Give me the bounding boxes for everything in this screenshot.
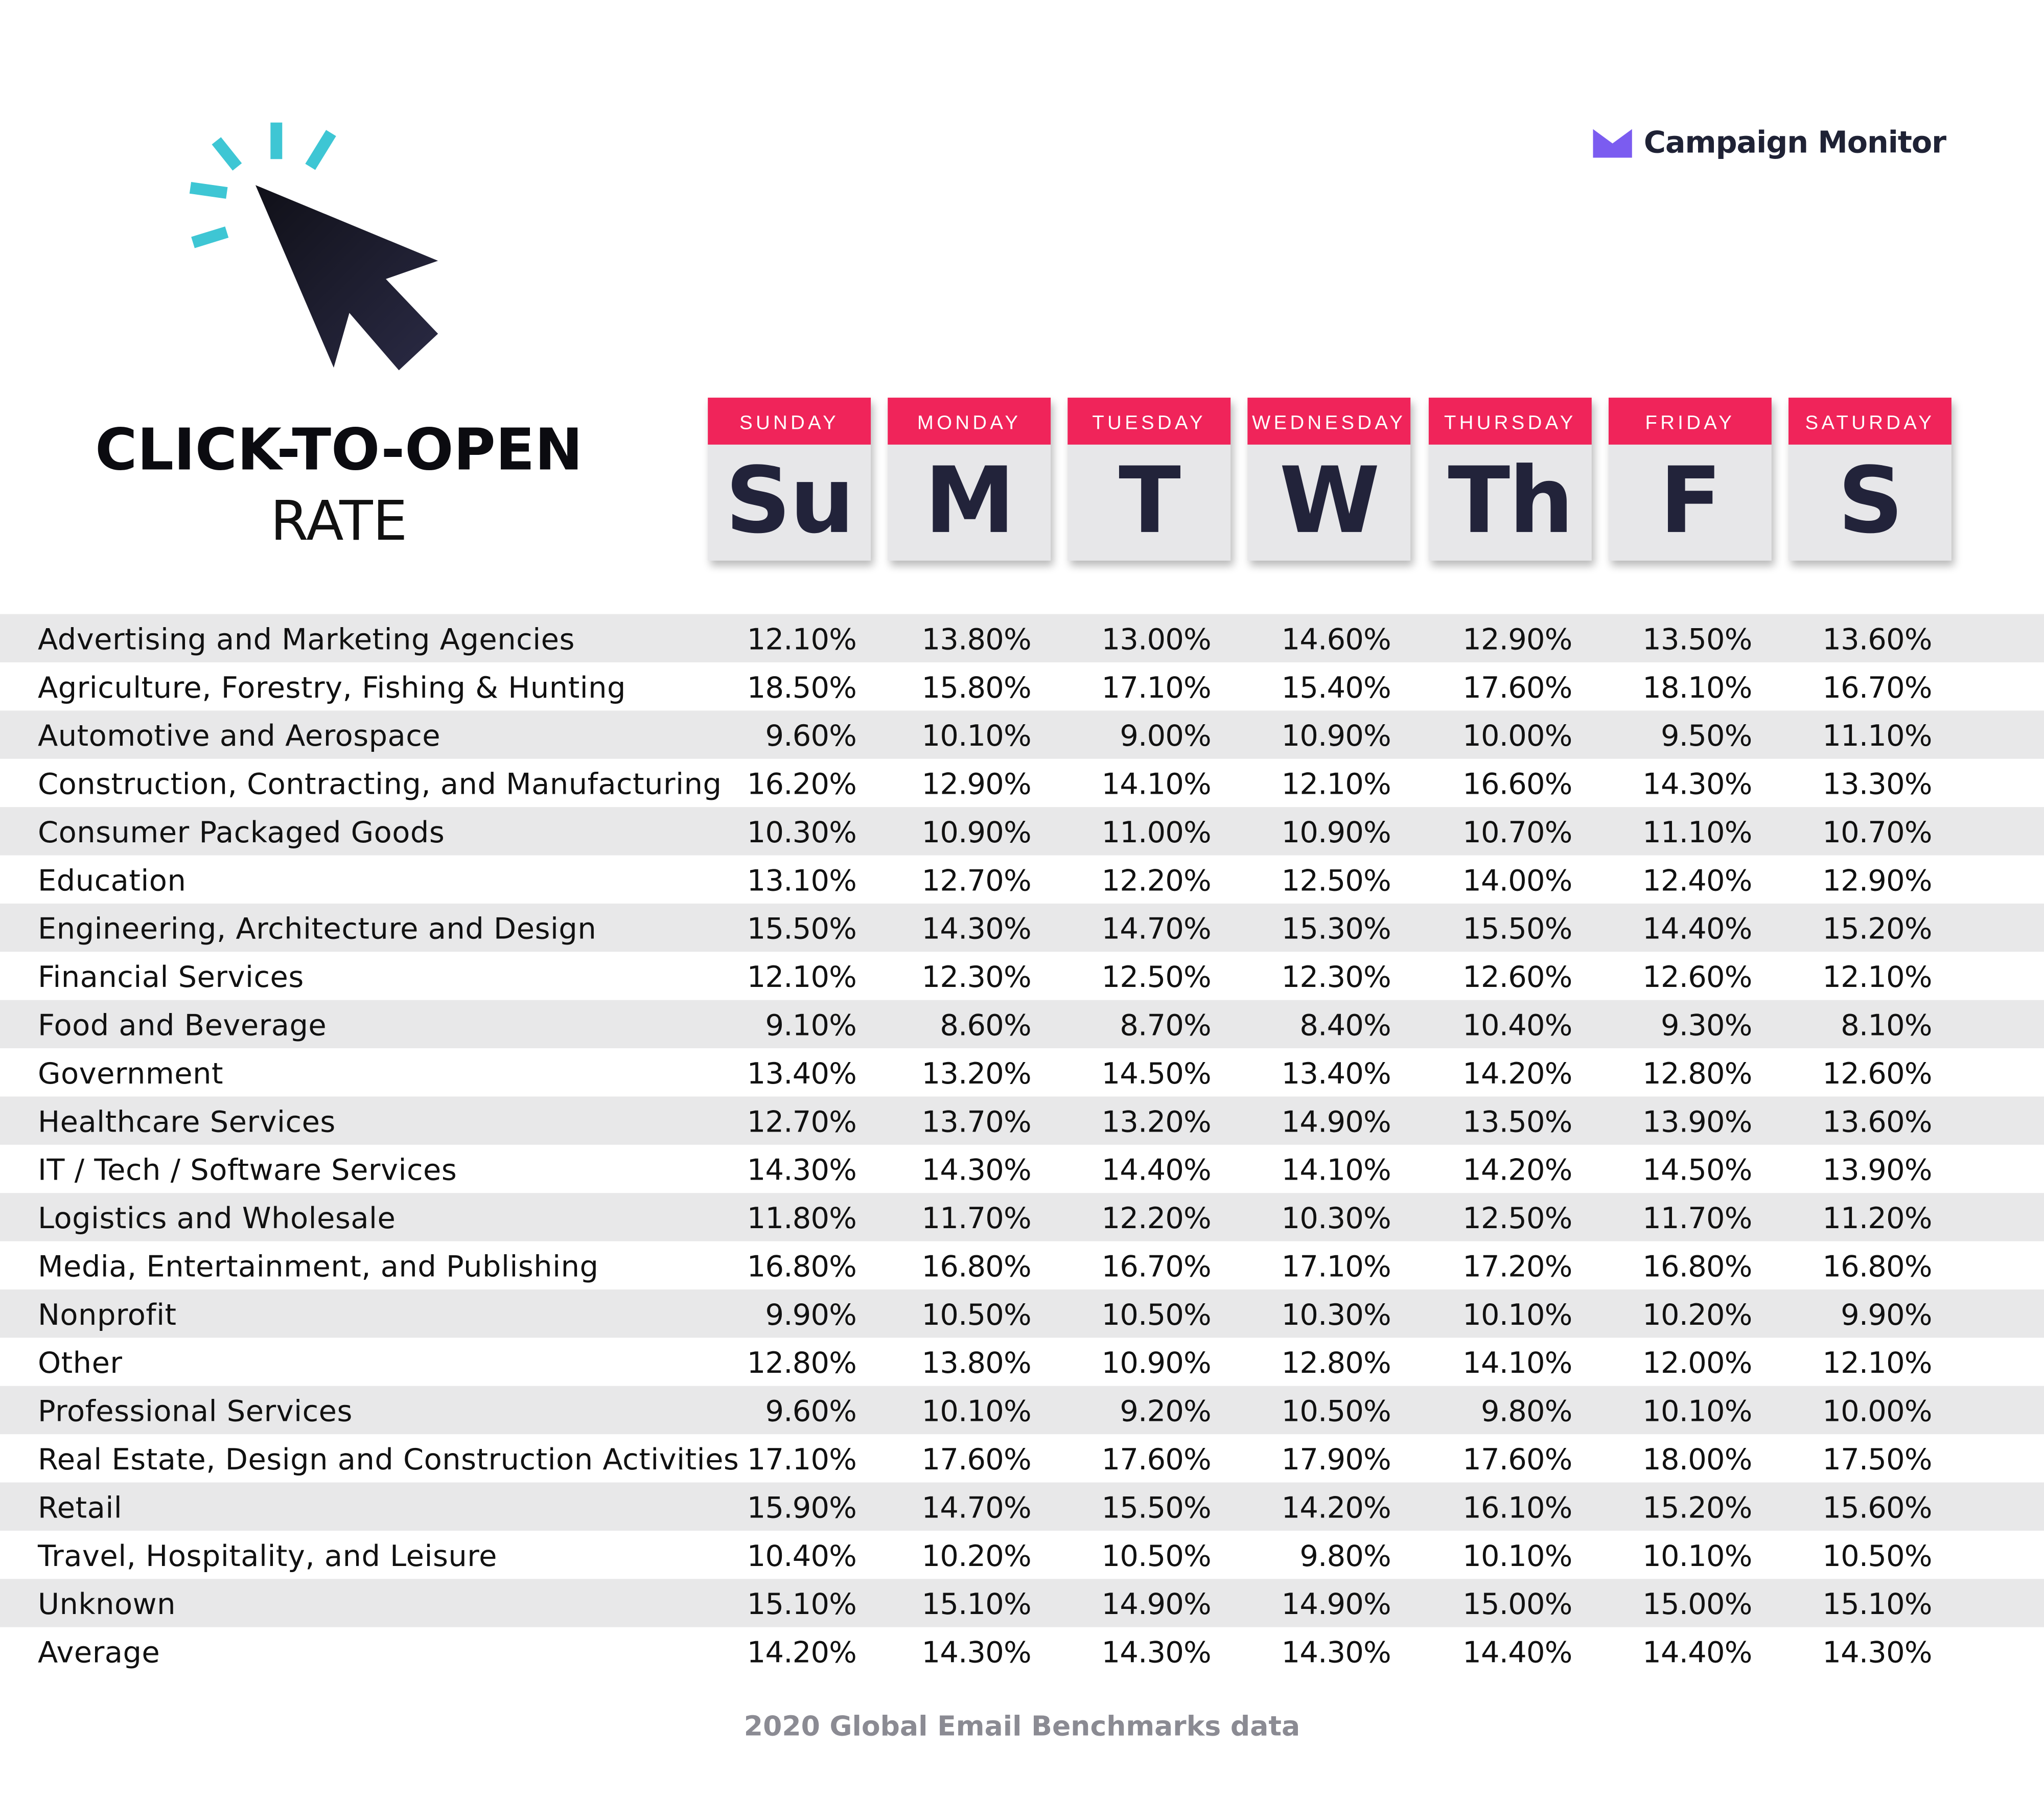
row-label: Average [37, 1636, 160, 1670]
table-cell: 9.80% [1299, 1539, 1391, 1574]
table-cell: 10.70% [1462, 816, 1572, 850]
table-cell: 16.80% [747, 1250, 857, 1284]
table-cell: 12.50% [1462, 1202, 1572, 1236]
title-main: CLICK-TO-OPEN [95, 417, 583, 484]
table-cell: 10.00% [1822, 1395, 1932, 1429]
row-label: Unknown [37, 1588, 176, 1622]
table-row [0, 1048, 2044, 1096]
table-cell: 10.50% [1281, 1395, 1391, 1429]
table-cell: 10.50% [1101, 1298, 1211, 1333]
table-row [0, 1386, 2044, 1434]
row-label: Advertising and Marketing Agencies [37, 623, 575, 657]
table-cell: 13.50% [1462, 1105, 1572, 1140]
table-cell: 13.10% [747, 864, 857, 898]
day-card-saturday [1788, 398, 1952, 561]
table-cell: 10.20% [1642, 1298, 1752, 1333]
table-cell: 14.20% [1462, 1154, 1572, 1188]
table-cell: 11.70% [1642, 1202, 1752, 1236]
table-cell: 10.10% [1462, 1539, 1572, 1574]
table-cell: 16.80% [1642, 1250, 1752, 1284]
table-row [0, 1434, 2044, 1482]
day-card-thursday [1429, 398, 1592, 561]
table-row [0, 807, 2044, 855]
table-cell: 10.50% [1822, 1539, 1932, 1574]
table-cell: 14.90% [1101, 1588, 1211, 1622]
table-cell: 12.30% [1281, 961, 1391, 995]
table-cell: 12.90% [921, 768, 1031, 802]
table-cell: 14.20% [1462, 1057, 1572, 1092]
table-cell: 10.90% [1101, 1347, 1211, 1381]
row-label: Education [37, 864, 187, 898]
table-cell: 12.60% [1642, 961, 1752, 995]
table-cell: 12.60% [1822, 1057, 1932, 1092]
day-abbr: Th [1448, 447, 1573, 555]
table-cell: 14.50% [1101, 1057, 1211, 1092]
table-cell: 16.70% [1101, 1250, 1211, 1284]
table-cell: 13.60% [1822, 1105, 1932, 1140]
ctor-table [0, 614, 2044, 1676]
table-row [0, 904, 2044, 952]
table-cell: 8.60% [940, 1009, 1031, 1043]
table-cell: 12.10% [1281, 768, 1391, 802]
table-cell: 11.10% [1642, 816, 1752, 850]
table-cell: 9.10% [765, 1009, 857, 1043]
table-cell: 12.80% [1281, 1347, 1391, 1381]
table-cell: 12.40% [1642, 864, 1752, 898]
day-abbr: S [1838, 447, 1902, 555]
table-cell: 14.90% [1281, 1105, 1391, 1140]
table-cell: 9.90% [1841, 1298, 1932, 1333]
table-cell: 14.00% [1462, 864, 1572, 898]
table-cell: 14.70% [1101, 912, 1211, 947]
table-cell: 13.40% [1281, 1057, 1391, 1092]
table-cell: 10.70% [1822, 816, 1932, 850]
row-label: Retail [37, 1491, 123, 1526]
table-cell: 15.20% [1822, 912, 1932, 947]
table-cell: 17.60% [1101, 1443, 1211, 1478]
table-cell: 17.60% [1462, 1443, 1572, 1478]
table-cell: 13.70% [921, 1105, 1031, 1140]
row-label: Financial Services [37, 961, 304, 995]
table-cell: 11.70% [921, 1202, 1031, 1236]
table-cell: 10.10% [1642, 1539, 1752, 1574]
table-cell: 14.60% [1281, 623, 1391, 657]
table-cell: 15.60% [1822, 1491, 1932, 1526]
table-row [0, 759, 2044, 807]
table-row [0, 1289, 2044, 1338]
table-cell: 11.00% [1101, 816, 1211, 850]
row-label: Consumer Packaged Goods [37, 816, 445, 850]
table-row [0, 1145, 2044, 1193]
row-label: Food and Beverage [37, 1009, 327, 1043]
day-name: TUESDAY [1067, 398, 1230, 445]
row-label: Government [37, 1057, 224, 1092]
table-cell: 15.10% [747, 1588, 857, 1622]
table-cell: 15.10% [921, 1588, 1031, 1622]
day-card-sunday [708, 398, 871, 561]
table-cell: 10.90% [1281, 816, 1391, 850]
table-cell: 17.10% [1281, 1250, 1391, 1284]
table-cell: 10.30% [1281, 1298, 1391, 1333]
title-sub: RATE [270, 489, 408, 553]
table-cell: 10.40% [747, 1539, 857, 1574]
row-label: Professional Services [37, 1395, 353, 1429]
table-cell: 15.80% [921, 671, 1031, 706]
table-cell: 10.10% [921, 1395, 1031, 1429]
day-name: SATURDAY [1788, 398, 1952, 445]
row-label: Automotive and Aerospace [37, 720, 441, 754]
table-cell: 14.30% [921, 1154, 1031, 1188]
table-cell: 13.30% [1822, 768, 1932, 802]
table-row [0, 1627, 2044, 1675]
source-note: 2020 Global Email Benchmarks data [744, 1710, 1300, 1742]
table-cell: 14.30% [1101, 1636, 1211, 1670]
table-cell: 12.50% [1101, 961, 1211, 995]
table-cell: 14.20% [1281, 1491, 1391, 1526]
table-cell: 16.10% [1462, 1491, 1572, 1526]
table-cell: 12.80% [1642, 1057, 1752, 1092]
row-label: Agriculture, Forestry, Fishing & Hunting [37, 671, 626, 706]
table-cell: 14.70% [921, 1491, 1031, 1526]
table-cell: 13.60% [1822, 623, 1932, 657]
table-cell: 12.10% [747, 623, 857, 657]
table-cell: 17.20% [1462, 1250, 1572, 1284]
table-cell: 13.80% [921, 1347, 1031, 1381]
table-cell: 12.00% [1642, 1347, 1752, 1381]
table-cell: 10.10% [921, 720, 1031, 754]
day-card-monday [888, 398, 1051, 561]
row-label: IT / Tech / Software Services [37, 1154, 457, 1188]
table-cell: 9.30% [1661, 1009, 1752, 1043]
day-name: FRIDAY [1609, 398, 1772, 445]
campaign-monitor-logo-icon [1593, 129, 1632, 158]
table-cell: 14.10% [1462, 1347, 1572, 1381]
table-row [0, 1096, 2044, 1144]
day-card-tuesday [1067, 398, 1230, 561]
row-label: Nonprofit [37, 1298, 177, 1333]
table-cell: 16.80% [921, 1250, 1031, 1284]
table-cell: 9.80% [1480, 1395, 1572, 1429]
table-cell: 12.50% [1281, 864, 1391, 898]
table-cell: 12.10% [1822, 1347, 1932, 1381]
cursor-click-icon [182, 114, 456, 388]
table-cell: 10.20% [921, 1539, 1031, 1574]
table-cell: 15.00% [1462, 1588, 1572, 1622]
table-cell: 17.90% [1281, 1443, 1391, 1478]
row-label: Logistics and Wholesale [37, 1202, 396, 1236]
row-label: Engineering, Architecture and Design [37, 912, 597, 947]
table-cell: 10.50% [921, 1298, 1031, 1333]
table-cell: 15.40% [1281, 671, 1391, 706]
table-cell: 15.30% [1281, 912, 1391, 947]
table-cell: 13.90% [1822, 1154, 1932, 1188]
table-row [0, 1193, 2044, 1241]
table-cell: 13.40% [747, 1057, 857, 1092]
table-cell: 12.70% [921, 864, 1031, 898]
table-cell: 13.00% [1101, 623, 1211, 657]
table-cell: 13.90% [1642, 1105, 1752, 1140]
table-cell: 14.30% [1281, 1636, 1391, 1670]
table-cell: 14.40% [1642, 1636, 1752, 1670]
table-row [0, 1000, 2044, 1048]
table-cell: 12.20% [1101, 1202, 1211, 1236]
table-cell: 12.10% [1822, 961, 1932, 995]
day-abbr: F [1659, 447, 1721, 555]
table-cell: 17.50% [1822, 1443, 1932, 1478]
table-cell: 11.10% [1822, 720, 1932, 754]
brand [1593, 118, 1971, 170]
table-cell: 11.80% [747, 1202, 857, 1236]
table-cell: 15.20% [1642, 1491, 1752, 1526]
table-cell: 8.40% [1299, 1009, 1391, 1043]
table-cell: 14.30% [1822, 1636, 1932, 1670]
table-cell: 10.50% [1101, 1539, 1211, 1574]
table-cell: 10.10% [1642, 1395, 1752, 1429]
day-name: SUNDAY [708, 398, 871, 445]
table-cell: 17.10% [747, 1443, 857, 1478]
table-cell: 12.90% [1822, 864, 1932, 898]
table-cell: 18.50% [747, 671, 857, 706]
table-cell: 15.90% [747, 1491, 857, 1526]
table-row [0, 1579, 2044, 1627]
table-cell: 12.30% [921, 961, 1031, 995]
day-card-friday [1609, 398, 1772, 561]
table-cell: 14.40% [1462, 1636, 1572, 1670]
table-cell: 16.20% [747, 768, 857, 802]
day-abbr: M [924, 447, 1014, 555]
table-cell: 15.10% [1822, 1588, 1932, 1622]
day-abbr: Su [725, 447, 853, 555]
table-cell: 8.10% [1841, 1009, 1932, 1043]
table-cell: 10.30% [1281, 1202, 1391, 1236]
table-cell: 10.30% [747, 816, 857, 850]
day-card-wednesday [1247, 398, 1410, 561]
table-row [0, 1531, 2044, 1579]
table-cell: 14.20% [747, 1636, 857, 1670]
day-abbr: T [1119, 447, 1180, 555]
table-cell: 14.10% [1281, 1154, 1391, 1188]
table-row [0, 855, 2044, 903]
table-row [0, 1483, 2044, 1531]
day-name: THURSDAY [1429, 398, 1592, 445]
row-label: Real Estate, Design and Construction Activities [37, 1443, 739, 1478]
table-cell: 16.70% [1822, 671, 1932, 706]
table-cell: 14.40% [1101, 1154, 1211, 1188]
table-row [0, 952, 2044, 1000]
table-cell: 9.50% [1661, 720, 1752, 754]
row-label: Construction, Contracting, and Manufacturing [37, 768, 722, 802]
brand-name: Campaign Monitor [1643, 126, 1946, 160]
table-row [0, 1241, 2044, 1289]
table-cell: 13.80% [921, 623, 1031, 657]
table-cell: 14.30% [747, 1154, 857, 1188]
table-cell: 15.00% [1642, 1588, 1752, 1622]
table-row [0, 1338, 2044, 1386]
table-cell: 13.20% [1101, 1105, 1211, 1140]
row-label: Travel, Hospitality, and Leisure [37, 1539, 497, 1574]
table-cell: 11.20% [1822, 1202, 1932, 1236]
day-name: WEDNESDAY [1247, 398, 1410, 445]
chart-title [78, 414, 599, 556]
row-label: Other [37, 1347, 123, 1381]
table-cell: 14.40% [1642, 912, 1752, 947]
table-cell: 14.90% [1281, 1588, 1391, 1622]
table-cell: 13.50% [1642, 623, 1752, 657]
table-cell: 17.60% [1462, 671, 1572, 706]
table-cell: 10.10% [1462, 1298, 1572, 1333]
table-cell: 14.50% [1642, 1154, 1752, 1188]
table-row [0, 710, 2044, 758]
table-cell: 9.60% [765, 1395, 857, 1429]
table-cell: 12.80% [747, 1347, 857, 1381]
table-cell: 14.30% [1642, 768, 1752, 802]
table-cell: 17.60% [921, 1443, 1031, 1478]
table-cell: 14.30% [921, 912, 1031, 947]
table-cell: 8.70% [1120, 1009, 1211, 1043]
table-cell: 9.60% [765, 720, 857, 754]
table-cell: 9.20% [1120, 1395, 1211, 1429]
table-cell: 14.30% [921, 1636, 1031, 1670]
table-cell: 14.10% [1101, 768, 1211, 802]
table-cell: 15.50% [1462, 912, 1572, 947]
day-name: MONDAY [888, 398, 1051, 445]
table-cell: 18.10% [1642, 671, 1752, 706]
table-cell: 17.10% [1101, 671, 1211, 706]
table-cell: 12.90% [1462, 623, 1572, 657]
table-cell: 15.50% [747, 912, 857, 947]
table-cell: 10.40% [1462, 1009, 1572, 1043]
row-label: Media, Entertainment, and Publishing [37, 1250, 599, 1284]
table-cell: 12.60% [1462, 961, 1572, 995]
day-abbr: W [1279, 447, 1379, 555]
table-cell: 9.00% [1120, 720, 1211, 754]
table-cell: 10.90% [921, 816, 1031, 850]
table-cell: 12.10% [747, 961, 857, 995]
table-cell: 10.90% [1281, 720, 1391, 754]
table-cell: 13.20% [921, 1057, 1031, 1092]
table-cell: 12.20% [1101, 864, 1211, 898]
table-cell: 18.00% [1642, 1443, 1752, 1478]
table-cell: 12.70% [747, 1105, 857, 1140]
table-cell: 9.90% [765, 1298, 857, 1333]
row-label: Healthcare Services [37, 1105, 336, 1140]
table-cell: 16.80% [1822, 1250, 1932, 1284]
table-row [0, 614, 2044, 662]
table-row [0, 662, 2044, 710]
table-cell: 16.60% [1462, 768, 1572, 802]
table-cell: 15.50% [1101, 1491, 1211, 1526]
table-cell: 10.00% [1462, 720, 1572, 754]
